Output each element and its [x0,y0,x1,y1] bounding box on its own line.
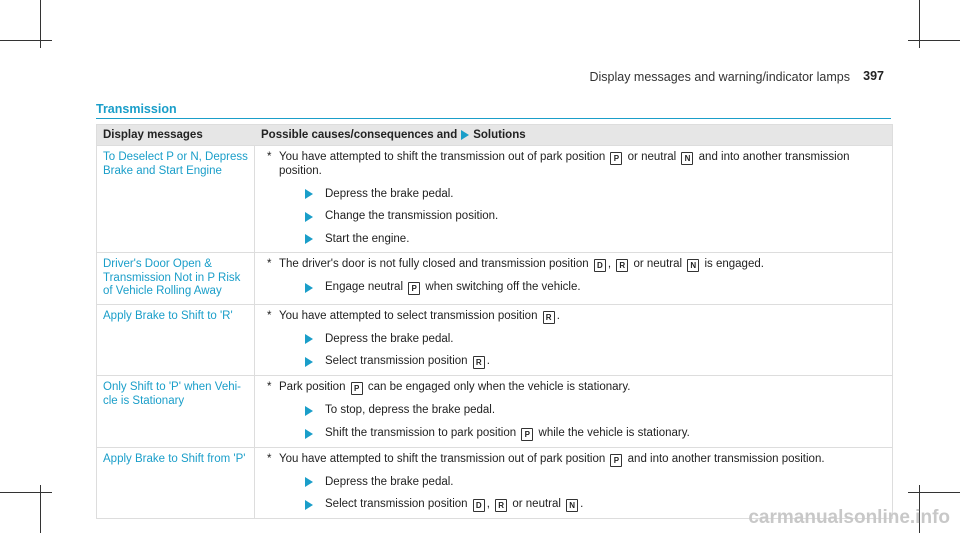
cause: * The driver's door is not fully closed and transmission position D , R or neutral N is engaged. [267,258,764,270]
section-title: Transmission [96,102,177,116]
crop-mark [0,40,52,41]
solution-arrow-icon [305,477,313,487]
gear-key-p: P [408,282,420,295]
solution-step: Select transmission position D , R or neutral N . [305,498,886,512]
footnote-star: * [267,258,272,270]
solutions-cell [255,305,892,376]
crop-mark [908,492,960,493]
solution-step: Engage neutral P when switching off the vehicle. [305,281,886,295]
solution-arrow-icon [461,130,469,140]
running-head: Display messages and warning/indicator lamps [589,70,850,84]
crop-mark [0,492,52,493]
gear-key-n: N [687,259,699,272]
cause: * You have attempted to shift the transmission out of park position P and into another transmission position. [267,452,825,465]
col-display-messages: Display messages [103,129,203,141]
display-message: Apply Brake to Shift from 'P' [97,448,255,519]
solution-step: Shift the transmission to park position P while the vehicle is stationary. [305,427,886,441]
gear-key-r: R [495,499,507,512]
solution-arrow-icon [305,334,313,344]
display-message: Apply Brake to Shift to 'R' [97,305,255,376]
cause: * You have attempted to shift the transmission out of park position P or neutral N and into another transmission position. [267,151,850,177]
crop-mark [908,40,960,41]
solution-step: Select transmission position R . [305,355,886,369]
solution-arrow-icon [305,234,313,244]
col-solutions-suffix: Solutions [473,129,526,141]
table-row [97,252,892,304]
footnote-star: * [267,381,272,393]
gear-key-r: R [473,356,485,369]
cause: * You have attempted to select transmission position R . [267,309,560,322]
cause: * Park position P can be engaged only when the vehicle is stationary. [267,381,631,393]
solution-step: Depress the brake pedal. [305,333,886,347]
display-message: Driver's Door Open & Transmission Not in P Risk of Vehicle Rolling Away [97,253,255,304]
gear-key-p: P [521,428,533,441]
gear-key-p: P [610,454,622,467]
col-solutions [255,129,892,141]
gear-key-n: N [566,499,578,512]
display-message: Only Shift to 'P' when Vehi-cle is Stationary [97,376,255,447]
display-message: To Deselect P or N, Depress Brake and Start Engine [97,146,255,252]
table-row [97,375,892,447]
gear-key-d: D [594,259,606,272]
messages-table [96,124,893,519]
table-row [97,145,892,252]
solutions-cell [255,253,892,304]
gear-key-n: N [681,152,693,165]
gear-key-d: D [473,499,485,512]
solutions-cell [255,146,892,252]
watermark: carmanualsonline.info [748,507,950,528]
solution-step: Depress the brake pedal. [305,476,886,490]
section-rule [96,118,891,119]
solution-arrow-icon [305,429,313,439]
gear-key-p: P [610,152,622,165]
col-solutions-prefix: Possible causes/consequences and [261,129,458,141]
page-number: 397 [863,69,884,83]
solution-step: Depress the brake pedal. [305,188,886,202]
solution-arrow-icon [305,212,313,222]
gear-key-p: P [351,382,363,395]
solution-step: Change the transmission position. [305,210,886,224]
solution-arrow-icon [305,283,313,293]
gear-key-r: R [543,311,555,324]
gear-key-r: R [616,259,628,272]
table-header [97,125,892,145]
solution-step: To stop, depress the brake pedal. [305,404,886,418]
solutions-cell [255,376,892,447]
solution-arrow-icon [305,189,313,199]
solution-step: Start the engine. [305,233,886,247]
footnote-star: * [267,151,272,163]
table-row [97,304,892,376]
solution-arrow-icon [305,357,313,367]
solution-arrow-icon [305,500,313,510]
footnote-star: * [267,452,272,465]
footnote-star: * [267,309,272,322]
solution-arrow-icon [305,406,313,416]
